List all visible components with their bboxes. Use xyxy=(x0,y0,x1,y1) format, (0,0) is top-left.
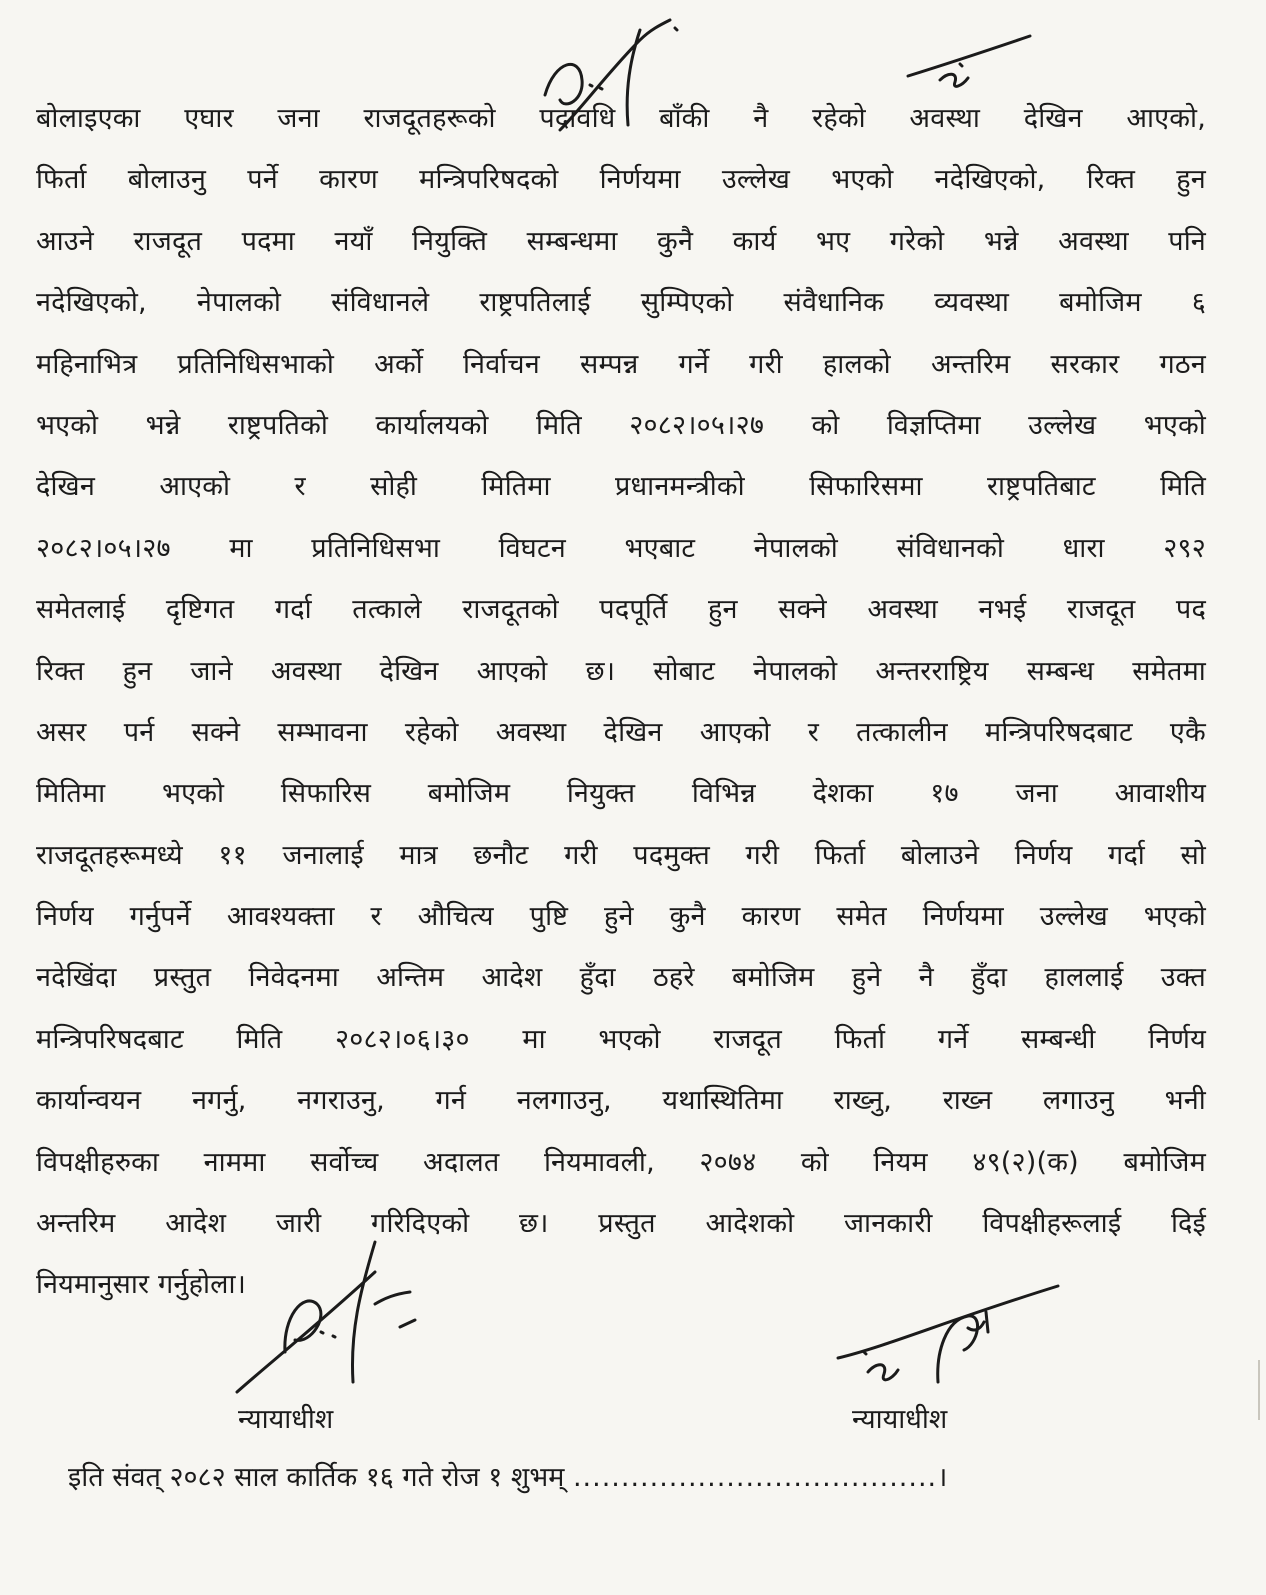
paragraph-line: फिर्ता बोलाउनु पर्ने कारण मन्त्रिपरिषदको निर्णयमा उल्लेख भएको नदेखिएको, रिक्त हुन xyxy=(36,164,1206,196)
paragraph-line: नदेखिंदा प्रस्तुत निवेदनमा अन्तिम आदेश हुँदा ठहरे बमोजिम हुने नै हुँदा हाललाई उक्त xyxy=(36,962,1206,994)
paragraph-line: अन्तरिम आदेश जारी गरिदिएको छ। प्रस्तुत आदेशको जानकारी विपक्षीहरूलाई दिई xyxy=(36,1208,1206,1240)
paragraph-line: समेतलाई दृष्टिगत गर्दा तत्काले राजदूतको पदपूर्ति हुन सक्ने अवस्था नभई राजदूत पद xyxy=(36,594,1206,626)
order-body xyxy=(36,88,1206,1316)
paragraph-line: बोलाइएका एघार जना राजदूतहरूको पदावधि बाँकी नै रहेको अवस्था देखिन आएको, xyxy=(36,103,1206,134)
right-judge-label: न्यायाधीश xyxy=(852,1404,948,1435)
paragraph-line: विपक्षीहरुका नाममा सर्वोच्च अदालत नियमावली, २०७४ को नियम ४९(२)(क) बमोजिम xyxy=(36,1146,1206,1178)
paragraph-line: देखिन आएको र सोही मितिमा प्रधानमन्त्रीको सिफारिसमा राष्ट्रपतिबाट मिति xyxy=(36,471,1206,503)
paragraph-line: राजदूतहरूमध्ये ११ जनालाई मात्र छनौट गरी पदमुक्त गरी फिर्ता बोलाउने निर्णय गर्दा सो xyxy=(36,839,1206,871)
closing-danda: । xyxy=(937,1462,948,1493)
left-judge-signature xyxy=(225,1232,435,1402)
paragraph-line: मितिमा भएको सिफारिस बमोजिम नियुक्त विभिन्न देशका १७ जना आवाशीय xyxy=(36,778,1206,810)
paragraph-line: रिक्त हुन जाने अवस्था देखिन आएको छ। सोबाट नेपालको अन्तरराष्ट्रिय सम्बन्ध समेतमा xyxy=(36,655,1206,687)
paragraph-line: महिनाभित्र प्रतिनिधिसभाको अर्को निर्वाचन सम्पन्न गर्ने गरी हालको अन्तरिम सरकार गठन xyxy=(36,348,1206,380)
paragraph-line-last: नियमानुसार गर्नुहोला। xyxy=(36,1269,247,1301)
closing-date-line xyxy=(68,1456,1208,1500)
paragraph-line: असर पर्न सक्ने सम्भावना रहेको अवस्था देखिन आएको र तत्कालीन मन्त्रिपरिषदबाट एकै xyxy=(36,716,1206,748)
left-judge-label: न्यायाधीश xyxy=(238,1404,334,1435)
closing-dots: ...................................... xyxy=(572,1462,938,1493)
paragraph-line: भएको भन्ने राष्ट्रपतिको कार्यालयको मिति २०८२।०५।२७ को विज्ञप्तिमा उल्लेख भएको xyxy=(36,409,1206,441)
closing-date-text: इति संवत् २०८२ साल कार्तिक १६ गते रोज १ शुभम् xyxy=(68,1462,565,1493)
paragraph-line: २०८२।०५।२७ मा प्रतिनिधिसभा विघटन भएबाट नेपालको संविधानको धारा २९२ xyxy=(36,532,1206,564)
paragraph-line: आउने राजदूत पदमा नयाँ नियुक्ति सम्बन्धमा कुनै कार्य भए गरेको भन्ने अवस्था पनि xyxy=(36,225,1206,257)
paragraph-line: मन्त्रिपरिषदबाट मिति २०८२।०६।३० मा भएको राजदूत फिर्ता गर्ने सम्बन्धी निर्णय xyxy=(36,1023,1206,1055)
paragraph-line: कार्यान्वयन नगर्नु, नगराउनु, गर्न नलगाउनु, यथास्थितिमा राख्नु, राख्न लगाउनु भनी xyxy=(36,1085,1206,1117)
paragraph-line: निर्णय गर्नुपर्ने आवश्यक्ता र औचित्य पुष्टि हुने कुनै कारण समेत निर्णयमा उल्लेख भएको xyxy=(36,901,1206,933)
right-judge-signature xyxy=(828,1272,1068,1402)
scan-edge-mark xyxy=(1258,1360,1260,1420)
paragraph-line: नदेखिएको, नेपालको संविधानले राष्ट्रपतिलाई सुम्पिएको संवैधानिक व्यवस्था बमोजिम ६ xyxy=(36,287,1206,319)
